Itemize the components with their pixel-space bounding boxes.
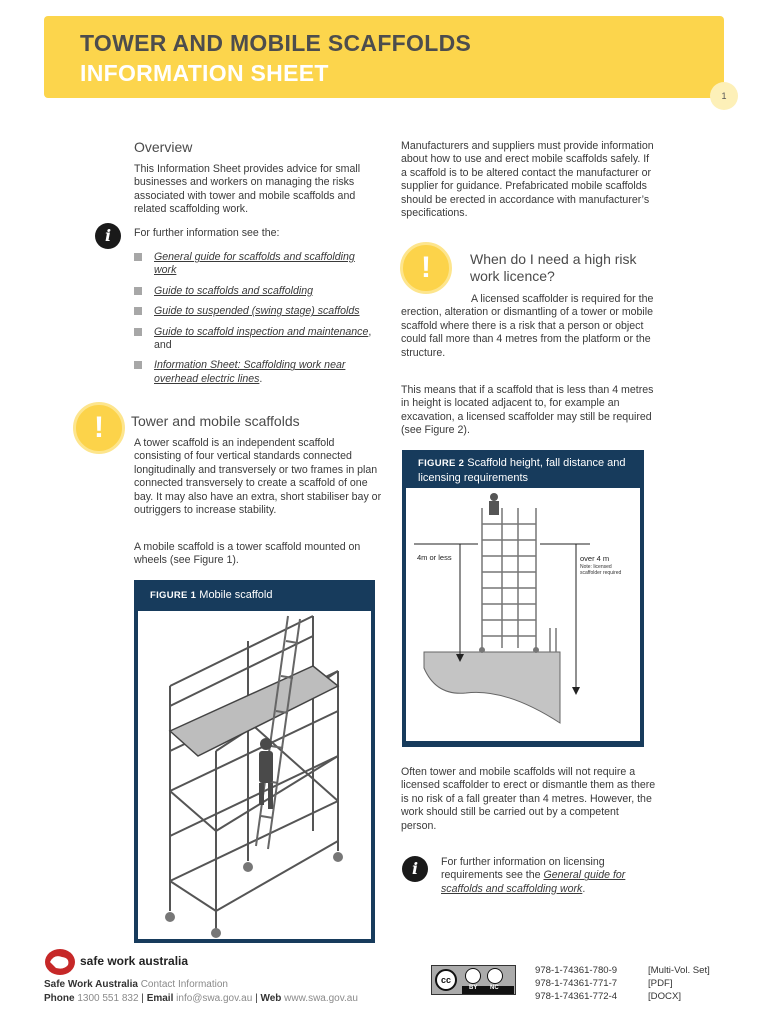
by-icon <box>465 968 481 984</box>
overview-body: This Information Sheet provides advice for small businesses and workers on managing the risks associated with tower and mobile scaffolds and related scaffolding work. <box>134 163 361 216</box>
reference-list <box>134 251 374 393</box>
link-suffix: , and <box>154 325 372 352</box>
email-link[interactable]: info@swa.gov.au <box>176 993 253 1004</box>
isbn-row <box>535 990 617 1003</box>
link-general-guide-2[interactable]: General guide for scaffolds and scaffolding work <box>441 869 626 895</box>
link-guide-scaffolds[interactable]: Guide to scaffolds and scaffolding <box>154 284 314 297</box>
creative-commons-badge <box>431 965 516 995</box>
cc-nc-label: NC <box>490 985 499 991</box>
licensing-further-info-end: . <box>582 882 586 895</box>
bullet-square-icon <box>134 361 142 369</box>
bullet-square-icon <box>134 328 142 336</box>
isbn-number: 978-1-74361-771-7 <box>535 978 618 989</box>
bullet-square-icon <box>134 253 142 261</box>
tower-para-2: A mobile scaffold is a tower scaffold mounted on wheels (see Figure 1). <box>134 541 361 567</box>
licensing-further-info <box>441 856 653 896</box>
footer-contacts: Phone 1300 551 832 | Email info@swa.gov.au | Web www.swa.gov.au <box>44 993 358 1004</box>
figure-1-title: Mobile scaffold <box>199 589 273 601</box>
manufacturers-para: Manufacturers and suppliers must provide information about how to use and erect mobile scaffolds safely. If a scaffold is to be altered contact the manufacturer or supplier for guidance. Prefabricated mobile scaffolds should be erected in accordance with manufacturer’s specifications. <box>401 140 654 220</box>
isbn-number: 978-1-74361-780-9 <box>535 965 618 976</box>
cc-icon: cc <box>435 969 457 991</box>
licence-para: A licensed scaffolder is required for the erection, alteration or dismantling of a tower or mobile scaffold where there is a risk that a person or object could fall more than 4 metres from the platform or the structure. <box>401 293 654 359</box>
isbn-row <box>535 977 617 990</box>
phone-label: Phone <box>44 993 75 1004</box>
bullet-square-icon <box>134 307 142 315</box>
bullet-square-icon <box>134 287 142 295</box>
footer-org-name: Safe Work Australia <box>44 979 138 990</box>
warning-icon: ! <box>73 402 125 454</box>
swa-logo-icon <box>44 948 76 976</box>
scaffold-height-diagram <box>406 488 640 741</box>
isbn-format-list <box>648 964 710 1003</box>
email-label: Email <box>146 993 174 1004</box>
figure-1-caption <box>150 588 272 603</box>
list-item <box>134 305 374 318</box>
figure-2 <box>402 450 644 747</box>
licence-para-2: This means that if a scaffold that is less than 4 metres in height is located adjacent to, for example an excavation, a licensed scaffolder may still be required (see Figure 2). <box>401 384 654 437</box>
fig2-note: Note: licensed scaffolder required <box>580 564 622 576</box>
isbn-format: [PDF] <box>648 978 673 989</box>
isbn-row <box>535 964 617 977</box>
phone-number: 1300 551 832 <box>77 993 139 1004</box>
figure-2-image <box>406 488 640 741</box>
overview-heading: Overview <box>134 139 193 155</box>
isbn-list <box>535 964 617 1003</box>
figure-1-image <box>138 611 371 939</box>
swa-logo-text: safe work australia <box>80 954 189 968</box>
web-label: Web <box>260 993 282 1004</box>
link-suffix: . <box>259 372 263 385</box>
link-guide-inspection[interactable]: Guide to scaffold inspection and maintenance <box>154 325 369 338</box>
footer-contact-label: Contact Information <box>140 979 228 990</box>
fig2-left-label: 4m or less <box>417 553 452 562</box>
fig2-right-label: over 4 m <box>580 554 610 563</box>
warning-icon: ! <box>400 242 452 294</box>
figure-2-label: FIGURE 2 <box>418 458 465 469</box>
further-info-intro: For further information see the: <box>134 227 280 239</box>
figure-1-label: FIGURE 1 <box>150 590 197 601</box>
info-icon: i <box>95 223 121 249</box>
mobile-scaffold-illustration <box>138 611 371 939</box>
info-icon: i <box>402 856 428 882</box>
cc-by-label: BY <box>469 985 478 991</box>
web-link[interactable]: www.swa.gov.au <box>284 993 358 1004</box>
figure-2-caption <box>418 456 638 485</box>
link-general-guide[interactable]: General guide for scaffolds and scaffolding work <box>154 251 355 277</box>
isbn-format: [DOCX] <box>648 991 682 1002</box>
isbn-number: 978-1-74361-772-4 <box>535 991 618 1002</box>
header-banner <box>44 16 724 98</box>
list-item <box>134 326 374 353</box>
page-number: 1 <box>710 82 738 110</box>
tower-para-1: A tower scaffold is an independent scaffold consisting of four vertical standards connected longitudinally and transversely or two frames in plan connected transversely to create a scaffold of one bay. It may also have an extra, short stabiliser bay or outriggers to increase stability. <box>134 437 382 517</box>
figure-1 <box>134 580 375 943</box>
link-info-sheet-electric[interactable]: Information Sheet: Scaffolding work near overhead electric lines <box>154 359 346 385</box>
link-guide-suspended[interactable]: Guide to suspended (swing stage) scaffolds <box>154 305 360 318</box>
figure-2-title: Scaffold height, fall distance and licensing requirements <box>418 457 626 484</box>
title-line-2: INFORMATION SHEET <box>80 60 329 86</box>
title-line-1: TOWER AND MOBILE SCAFFOLDS <box>80 30 472 56</box>
often-para: Often tower and mobile scaffolds will not require a licensed scaffolder to erect or dismantle them as there is no risk of a fall greater than 4 metres. However, the work should still be carried out by a competent person. <box>401 766 656 832</box>
list-item <box>134 285 374 298</box>
footer-org <box>44 979 228 990</box>
isbn-format: [Multi-Vol. Set] <box>648 965 710 976</box>
licensing-further-info-text: For further information on licensing requirements see the <box>441 856 605 882</box>
list-item <box>134 359 374 386</box>
tower-heading: Tower and mobile scaffolds <box>131 413 300 429</box>
list-item <box>134 251 374 278</box>
licence-heading: When do I need a high risk work licence? <box>470 251 637 284</box>
nc-icon <box>487 968 503 984</box>
